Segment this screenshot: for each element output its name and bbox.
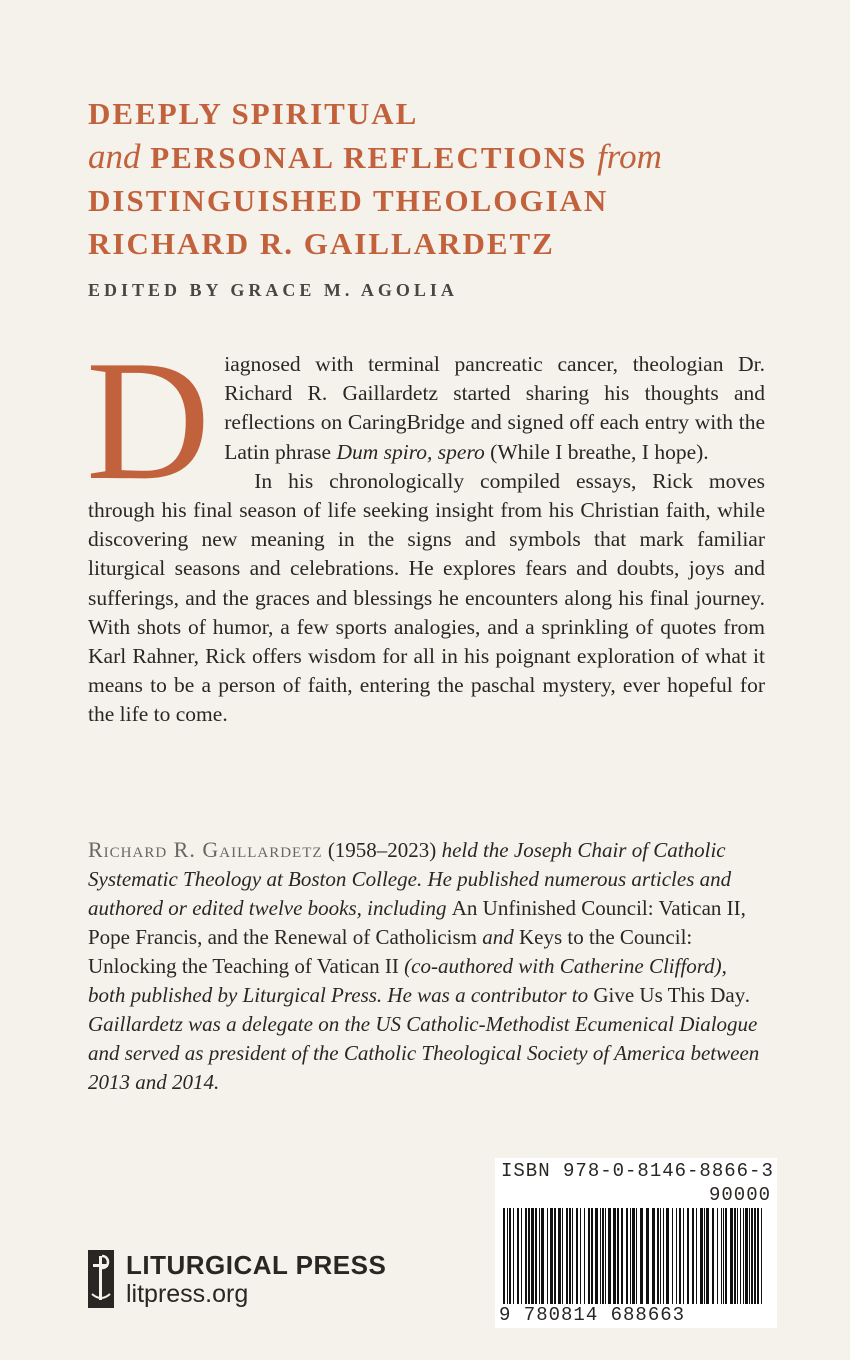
barcode-bar (602, 1208, 604, 1304)
headline-line-3: DISTINGUISHED THEOLOGIAN (88, 183, 609, 218)
barcode-bar (535, 1208, 537, 1304)
barcode-bar (547, 1208, 548, 1304)
headline-personal: PERSONAL REFLECTIONS (150, 140, 588, 175)
headline-line-4: RICHARD R. GAILLARDETZ (88, 226, 555, 261)
barcode-bar (723, 1208, 724, 1304)
barcode-bar (630, 1208, 631, 1304)
barcode-bar (608, 1208, 611, 1304)
price-code: 90000 (708, 1184, 771, 1206)
barcode-bar (588, 1208, 590, 1304)
headline (88, 92, 768, 265)
barcode-bar (740, 1208, 741, 1304)
barcode-bar (562, 1208, 563, 1304)
barcode-bar (528, 1208, 530, 1304)
bio-text-3: . Gaillardetz was a delegate on the US Catholic-Methodist Ecumenical Dialogue and served as president of the Catholic Theological Society of America between 2013 and 2014. (88, 983, 760, 1094)
barcode-bar (646, 1208, 649, 1304)
barcode-bar (531, 1208, 534, 1304)
barcode-digits: 9 780814 688663 (499, 1304, 686, 1326)
barcode-bar (743, 1208, 744, 1304)
barcode-bar (640, 1208, 643, 1304)
author-years: (1958–2023) (327, 838, 437, 862)
barcode-bar (730, 1208, 733, 1304)
barcode-bar (657, 1208, 659, 1304)
barcode-bar (712, 1208, 714, 1304)
isbn-barcode (495, 1158, 777, 1328)
bio-and: and (482, 925, 514, 949)
barcode-bars (503, 1208, 769, 1304)
headline-line-1: DEEPLY SPIRITUAL (88, 96, 419, 131)
barcode-bar (503, 1208, 505, 1304)
barcode-bar (632, 1208, 635, 1304)
barcode-bar (626, 1208, 628, 1304)
publisher-cross-icon (88, 1250, 114, 1308)
barcode-bar (663, 1208, 664, 1304)
bio-book-3: Give Us This Day (593, 983, 746, 1007)
bio-book-1: An Unfinished Council: Vatican II, Pope Francis, and the Renewal of Catholicism (88, 896, 746, 949)
latin-phrase: Dum spiro, spero (336, 439, 485, 464)
barcode-bar (683, 1208, 684, 1304)
barcode-bar (507, 1208, 508, 1304)
barcode-bar (636, 1208, 637, 1304)
headline-line-2 (88, 135, 768, 179)
barcode-bar (509, 1208, 511, 1304)
barcode-bar (558, 1208, 561, 1304)
barcode-bar (613, 1208, 616, 1304)
barcode-bar (605, 1208, 606, 1304)
headline-from: from (597, 137, 662, 176)
barcode-bar (672, 1208, 673, 1304)
barcode-bar (666, 1208, 669, 1304)
publisher-text (126, 1250, 386, 1308)
barcode-bar (737, 1208, 738, 1304)
bio-text-1: held the Joseph Chair of Catholic Systematic Theology at Boston College. He published numerous articles and authored or edited twelve books, including (88, 838, 732, 920)
barcode-bar (761, 1208, 762, 1304)
barcode-bar (745, 1208, 748, 1304)
bio-text-2: (co-authored with Catherine Clifford), both published by Liturgical Press. He was a contributor to (88, 954, 727, 1007)
publisher-url: litpress.org (126, 1280, 249, 1308)
author-name: Richard R. Gaillardetz (88, 837, 323, 862)
description-p1-end: (While I breathe, I hope). (490, 439, 709, 464)
barcode-bar (600, 1208, 601, 1304)
barcode-bar (525, 1208, 527, 1304)
barcode-bar (749, 1208, 750, 1304)
barcode-bar (566, 1208, 568, 1304)
headline-and: and (88, 137, 141, 176)
barcode-bar (721, 1208, 722, 1304)
editor-credit: EDITED BY GRACE M. AGOLIA (88, 280, 458, 300)
barcode-bar (595, 1208, 598, 1304)
barcode-bar (569, 1208, 571, 1304)
publisher-logo (88, 1250, 386, 1308)
barcode-bar (591, 1208, 593, 1304)
barcode-bar (521, 1208, 522, 1304)
barcode-bar (706, 1208, 709, 1304)
barcode-bar (679, 1208, 681, 1304)
barcode-bar (652, 1208, 655, 1304)
barcode-bar (660, 1208, 661, 1304)
barcode-bar (757, 1208, 759, 1304)
barcode-bar (572, 1208, 573, 1304)
barcode-bar (550, 1208, 553, 1304)
barcode-bar (734, 1208, 736, 1304)
isbn-text: ISBN 978-0-8146-8866-3 (501, 1160, 774, 1182)
barcode-bar (704, 1208, 705, 1304)
barcode-bar (584, 1208, 585, 1304)
description-p1-start: iagnosed with terminal pancreatic cancer, theologian Dr. Richard R. Gaillardetz started sharing his thoughts and reflections on CaringBridge and signed off each entry with the Latin phrase (224, 352, 765, 464)
book-description (86, 326, 765, 730)
barcode-bar (576, 1208, 578, 1304)
barcode-bar (676, 1208, 677, 1304)
barcode-bar (696, 1208, 697, 1304)
drop-cap: D (86, 326, 211, 516)
description-paragraph-2: In his chronologically compiled essays, Rick moves through his final season of life seeking insight from his Christian faith, while discovering new meaning in the signs and symbols that mark familiar liturgical seasons and celebrations. He explores fears and doubts, joys and sufferings, and the graces and blessings he encounters along his final journey. With shots of humor, a few sports analogies, and a sprinkling of quotes from Karl Rahner, Rick offers wisdom for all in his poignant exploration of what it means to be a person of faith, entering the paschal mystery, ever hopeful for the life to come. (88, 468, 765, 727)
barcode-bar (554, 1208, 556, 1304)
barcode-bar (539, 1208, 540, 1304)
barcode-bar (541, 1208, 544, 1304)
publisher-name: LITURGICAL PRESS (126, 1250, 387, 1280)
barcode-bar (513, 1208, 514, 1304)
barcode-bar (617, 1208, 619, 1304)
barcode-bar (725, 1208, 727, 1304)
barcode-bar (687, 1208, 689, 1304)
barcode-bar (692, 1208, 694, 1304)
barcode-bar (700, 1208, 703, 1304)
barcode-bar (517, 1208, 519, 1304)
bio-book-2: Keys to the Council: Unlocking the Teaching of Vatican II (88, 925, 693, 978)
barcode-bar (717, 1208, 718, 1304)
barcode-bar (751, 1208, 753, 1304)
barcode-bar (621, 1208, 623, 1304)
barcode-bar (580, 1208, 581, 1304)
author-bio (88, 835, 765, 1097)
barcode-bar (754, 1208, 756, 1304)
description-paragraph-1 (86, 326, 765, 516)
